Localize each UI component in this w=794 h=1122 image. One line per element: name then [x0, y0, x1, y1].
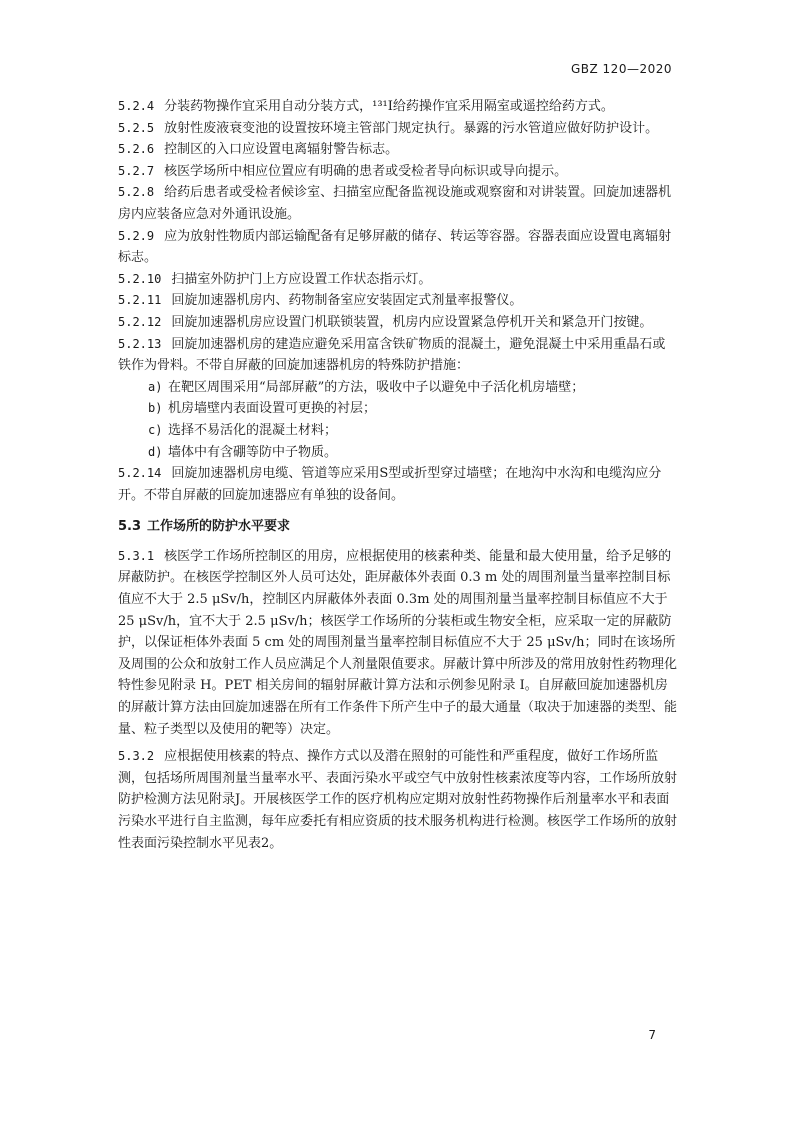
clause-number: 5.3.2 [118, 749, 155, 764]
clause-number: 5.2.7 [118, 163, 155, 178]
list-item-b [118, 398, 678, 420]
clause-text: 应根据使用核素的特点、操作方式以及潜在照射的可能性和严重程度，做好工作场所监测，包括场所周围剂量当量率水平、表面污染水平或空气中放射性核素浓度等内容，工作场所放射防护检测方法见附录J。开展核医学工作的医疗机构应定期对放射性药物操作后剂量率水平和表面污染水平进行自主监测，每年应委托有相应资质的技术服务机构进行检测。核医学工作场所的放射性表面污染控制水平见表2。 [118, 749, 678, 851]
clause-number: 5.2.8 [118, 185, 155, 200]
page-header-standard-code: GBZ 120—2020 [570, 62, 672, 76]
clause-5-3-1 [118, 546, 678, 740]
list-item-text: 机房墙壁内表面设置可更换的衬层； [168, 401, 377, 417]
clause-number: 5.2.6 [118, 142, 155, 157]
clause-text: 控制区的入口应设置电离辐射警告标志。 [164, 142, 399, 158]
clause-number: 5.2.13 [118, 336, 162, 351]
clause-5-2-4 [118, 96, 678, 118]
clause-5-2-12 [118, 312, 678, 334]
section-heading-5-3 [118, 516, 678, 538]
clause-5-2-7 [118, 161, 678, 183]
clause-text: 回旋加速器机房的建造应避免采用富含铁矿物质的混凝土，避免混凝土中采用重晶石或铁作为骨料。不带自屏蔽的回旋加速器机房的特殊防护措施： [118, 336, 666, 374]
list-item-c [118, 420, 678, 442]
clause-5-2-8 [118, 182, 678, 225]
list-marker: c) [148, 422, 163, 437]
clause-text: 回旋加速器机房内、药物制备室应安装固定式剂量率报警仪。 [171, 293, 523, 309]
clause-number: 5.2.12 [118, 314, 162, 329]
list-item-text: 墙体中有含硼等防中子物质。 [168, 444, 338, 460]
clause-5-3-2 [118, 746, 678, 854]
document-body [118, 96, 678, 854]
clause-5-2-14 [118, 463, 678, 506]
clause-number: 5.2.10 [118, 271, 162, 286]
clause-text: 核医学场所中相应位置应有明确的患者或受检者导向标识或导向提示。 [164, 163, 568, 179]
list-item-text: 在靶区周围采用“局部屏蔽”的方法，吸收中子以避免中子活化机房墙壁； [168, 379, 585, 395]
clause-5-2-11 [118, 290, 678, 312]
clause-text: 回旋加速器机房应设置门机联锁装置，机房内应设置紧急停机开关和紧急开门按键。 [171, 314, 653, 330]
list-marker: a) [148, 379, 163, 394]
list-item-text: 选择不易活化的混凝土材料； [168, 422, 338, 438]
clause-number: 5.2.9 [118, 228, 155, 243]
clause-5-2-9 [118, 226, 678, 269]
clause-number: 5.2.4 [118, 99, 155, 113]
clause-text: 应为放射性物质内部运输配备有足够屏蔽的储存、转运等容器。容器表面应设置电离辐射标志。 [118, 228, 672, 266]
clause-5-2-5 [118, 118, 678, 140]
list-item-a [118, 377, 678, 399]
clause-number: 5.2.11 [118, 293, 162, 308]
clause-text: 核医学工作场所控制区的用房，应根据使用的核素种类、能量和最大使用量，给予足够的屏蔽防护。在核医学控制区外人员可达处，距屏蔽体外表面 0.3 m 处的周围剂量当量率控制目标值应不大于 2.5 μSv/h，控制区内屏蔽体外表面 0.3m 处的周围剂量当量率控制目标值应不大于 25 μSv/h，宜不大于 2.5 μSv/h；核医学工作场所的分装柜或生物安全柜，应采取一定的屏蔽防护，以保证柜体外表面 5 cm 处的周围剂量当量率控制目标值应不大于 25 μSv/h；同时在该场所及周围的公众和放射工作人员应满足个人剂量限值要求。屏蔽计算中所涉及的常用放射性药物理化特性参见附录 H。PET 相关房间的辐射屏蔽计算方法和示例参见附录 I。自屏蔽回旋加速器机房的屏蔽计算方法由回旋加速器在所有工作条件下所产生中子的最大通量（取决于加速器的类型、能量、粒子类型以及使用的靶等）决定。 [118, 548, 678, 737]
list-marker: d) [148, 444, 163, 459]
section-title: 工作场所的防护水平要求 [147, 519, 291, 535]
clause-5-2-6 [118, 139, 678, 161]
clause-text: 放射性废液衰变池的设置按环境主管部门规定执行。暴露的污水管道应做好防护设计。 [164, 120, 659, 136]
clause-5-2-10 [118, 269, 678, 291]
clause-number: 5.2.5 [118, 120, 155, 135]
clause-text: 扫描室外防护门上方应设置工作状态指示灯。 [171, 271, 432, 287]
clause-number: 5.3.1 [118, 548, 155, 563]
page-number: 7 [648, 1028, 656, 1042]
clause-text: 回旋加速器机房电缆、管道等应采用S型或折型穿过墙壁；在地沟中水沟和电缆沟应分开。不带自屏蔽的回旋加速器应有单独的设备间。 [118, 466, 662, 503]
clause-text: 分装药物操作宜采用自动分装方式，¹³¹I给药操作宜采用隔室或遥控给药方式。 [164, 99, 614, 114]
section-number: 5.3 [118, 519, 142, 535]
clause-5-2-13 [118, 334, 678, 377]
list-item-d [118, 442, 678, 464]
clause-number: 5.2.14 [118, 466, 162, 481]
clause-text: 给药后患者或受检者候诊室、扫描室应配备监视设施或观察窗和对讲装置。回旋加速器机房内应装备应急对外通讯设施。 [118, 185, 672, 222]
list-marker: b) [148, 401, 163, 416]
